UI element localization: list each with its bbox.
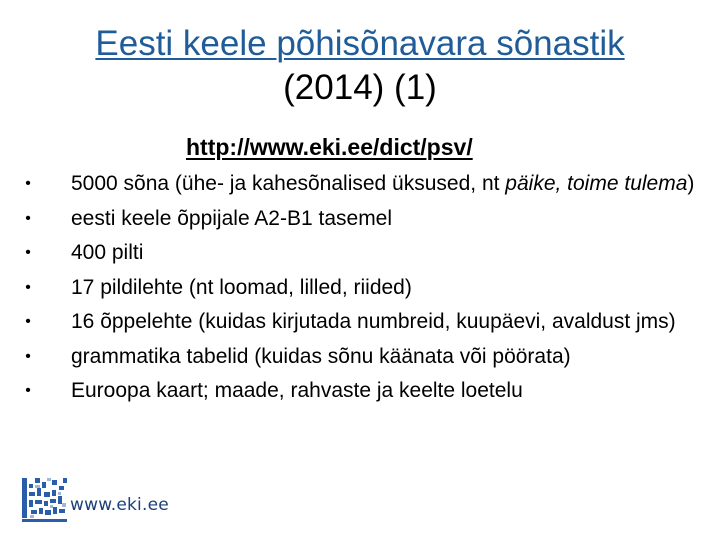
bullet-icon: • [25,313,31,330]
list-item [18,240,708,266]
bullet-icon: • [25,209,31,227]
logo-text[interactable]: www.eki.ee [70,495,169,515]
bullet-icon: • [25,278,31,296]
list-item [18,309,708,335]
item-text: grammatika tabelid (kuidas sõnu käänata või pöörata) [71,344,571,368]
bullet-icon: • [25,382,31,399]
bullet-icon: • [25,244,31,261]
item-text: 17 pildilehte (nt loomad, lilled, riided) [71,275,412,299]
item-text: eesti keele õppijale A2-B1 tasemel [71,206,393,230]
bullet-icon: • [25,347,31,365]
list-item [18,344,708,370]
item-text: 16 õppelehte (kuidas kirjutada numbreid, kuupäevi, avaldust jms) [71,310,676,333]
bullet-list [18,171,708,413]
bullet-icon: • [25,175,31,192]
title-link[interactable]: Eesti keele põhisõnavara sõnastik [95,24,625,63]
slide-title [0,22,720,110]
dictionary-url-link[interactable]: http://www.eki.ee/dict/psv/ [186,134,473,160]
title-year: (2014) (1) [283,68,437,107]
item-text: 5000 sõna (ühe- ja kahesõnalised üksused, nt [71,172,506,195]
list-item [18,275,708,301]
list-item [18,171,708,197]
eki-logo-icon [22,476,68,522]
item-text: 400 pilti [71,241,144,264]
list-item [18,206,708,232]
item-text-end: ) [687,172,695,195]
list-item [18,378,708,404]
item-text: Euroopa kaart; maade, rahvaste ja keelte loetelu [71,379,523,402]
item-example: päike, toime tulema [505,172,688,195]
